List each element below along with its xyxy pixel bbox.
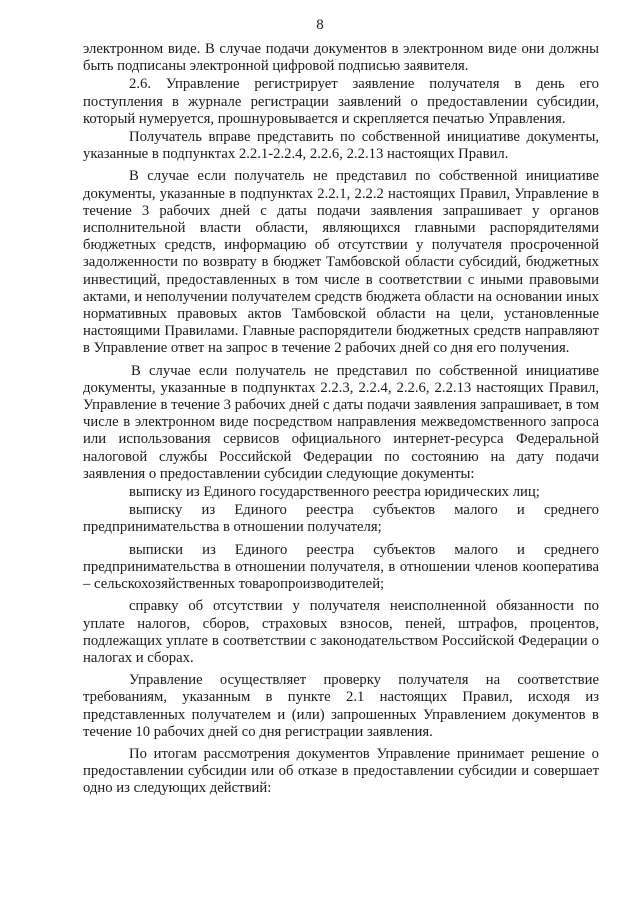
paragraph-verification: Управление осуществляет проверку получателя на соответствие требованиям, указанным в пункте 2.1 настоящих Правил, исходя из представленных получателем и (или) запрошенных Управлением документов в течение 10 рабочих дней со дня регистрации заявления. <box>83 672 599 740</box>
paragraph-request-documents: В случае если получатель не представил по собственной инициативе документы, указанные в подпунктах 2.2.3, 2.2.4, 2.2.6, 2.2.13 настоящих Правил, Управление в течение 3 рабочих дней с даты подачи заявления запрашивает, в том числе в электронном виде посредством направления межведомственного запроса или использования сервисов официального интернет-ресурса Федеральной налоговой службы Российской Федерации по состоянию на дату подачи заявления о предоставлении субсидии следующие документы: <box>83 362 599 482</box>
paragraph-decision: По итогам рассмотрения документов Управление принимает решение о предоставлении субсидии или об отказе в предоставлении субсидии и совершает одно из следующих действий: <box>83 745 599 797</box>
paragraph-continuation: электронном виде. В случае подачи документов в электронном виде они должны быть подписаны электронной цифровой подписью заявителя. <box>83 41 599 75</box>
list-item: выписку из Единого государственного реестра юридических лиц; <box>129 484 540 501</box>
list-item: выписку из Единого реестра субъектов малого и среднего предпринимательства в отношении получателя; <box>83 502 599 536</box>
paragraph-request-authorities: В случае если получатель не представил по собственной инициативе документы, указанные в подпунктах 2.2.1, 2.2.2 настоящих Правил, Управление в течение 3 рабочих дней с даты подачи заявления запрашивает у органов исполнительной власти области, являющихся главными распорядителями бюджетных средств, информацию об отсутствии у получателя просроченной задолженности по возврату в бюджет Тамбовской области субсидий, бюджетных инвестиций, предоставленных в том числе в соответствии с иными правовыми актами, и неполучении получателем средств бюджета области на основании иных нормативных правовых актов Тамбовской области на цели, установленные настоящими Правилами. Главные распорядители бюджетных средств направляют в Управление ответ на запрос в течение 2 рабочих дней со дня его получения. <box>83 168 599 357</box>
page-number: 8 <box>316 17 324 33</box>
list-item: справку об отсутствии у получателя неисполненной обязанности по уплате налогов, сборов, страховых взносов, пеней, штрафов, процентов, подлежащих уплате в соответствии с законодательством Российской Федерации о налогах и сборах. <box>83 598 599 666</box>
requested-documents-list <box>83 484 599 667</box>
paragraph-2-6-registration: 2.6. Управление регистрирует заявление получателя в день его поступления в журнале регистрации заявлений о предоставлении субсидии, который нумеруется, прошнуровывается и скрепляется печатью Управления. <box>83 76 599 127</box>
document-body <box>83 41 599 798</box>
list-item: выписки из Единого реестра субъектов малого и среднего предпринимательства в отношении получателя, в отношении членов кооператива – сельскохозяйственных товаропроизводителей; <box>83 541 599 593</box>
paragraph-recipient-right: Получатель вправе представить по собственной инициативе документы, указанные в подпунктах 2.2.1-2.2.4, 2.2.6, 2.2.13 настоящих Правил. <box>83 129 599 163</box>
